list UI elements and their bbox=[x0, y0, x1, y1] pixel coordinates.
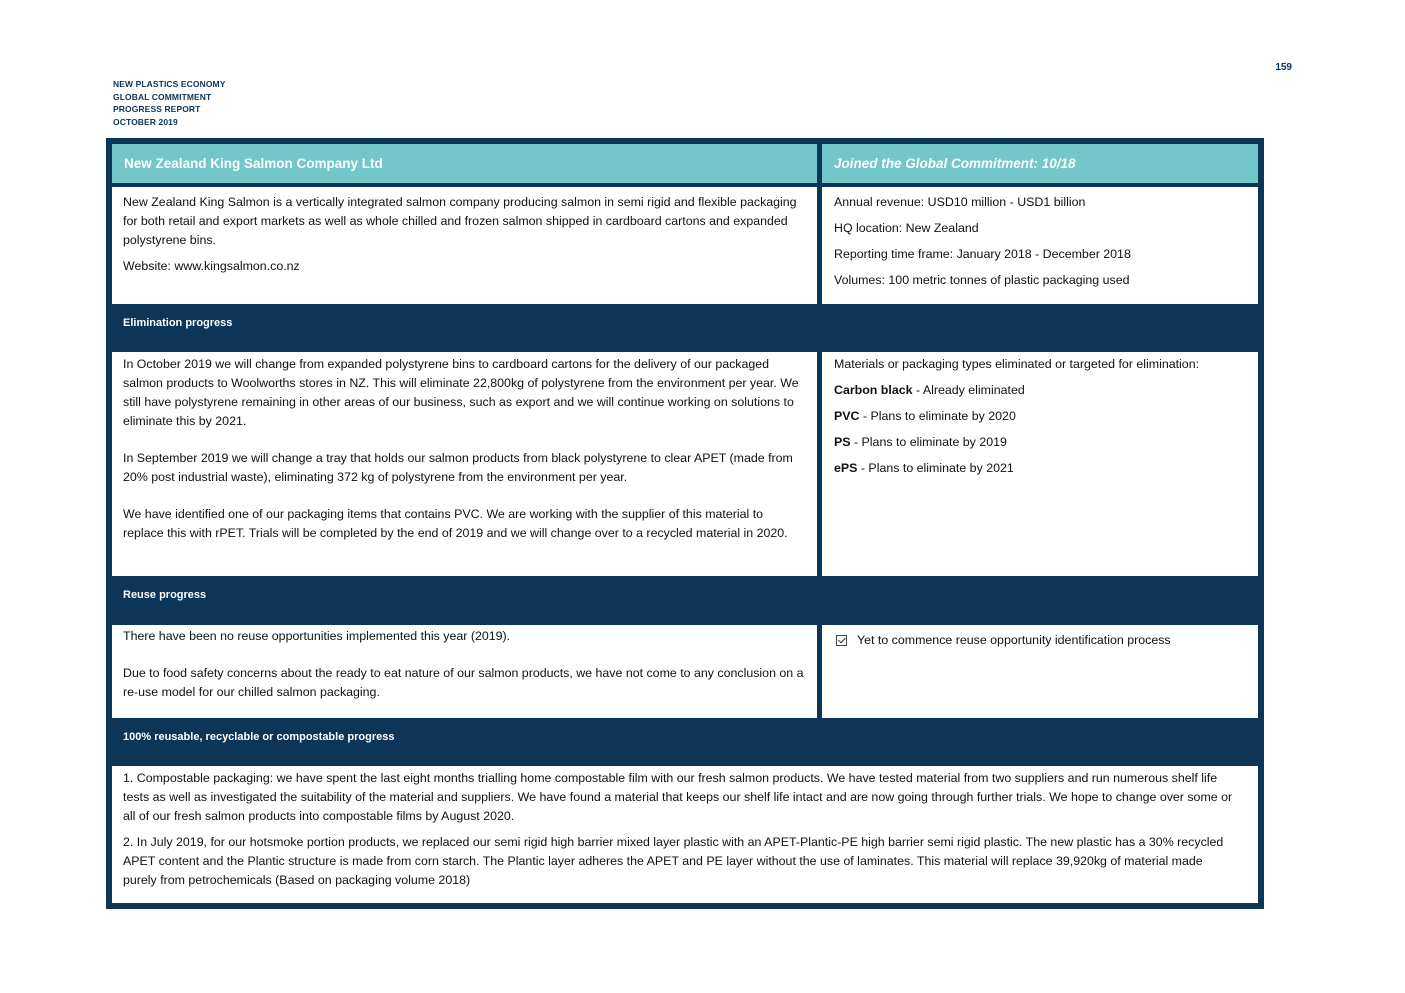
report-header-line: OCTOBER 2019 bbox=[113, 116, 178, 127]
reuse-status-text: Yet to commence reuse opportunity identification process bbox=[857, 633, 1171, 647]
elimination-materials-cell bbox=[822, 352, 1258, 576]
company-profile-table bbox=[106, 138, 1264, 909]
elimination-heading: Elimination progress bbox=[123, 317, 233, 329]
material-item bbox=[834, 381, 1248, 400]
reuse-status-cell bbox=[822, 625, 1258, 718]
hq-location: HQ location: New Zealand bbox=[834, 221, 979, 235]
recyclable-heading: 100% reusable, recyclable or compostable progress bbox=[123, 731, 395, 743]
material-status: - Plans to eliminate by 2019 bbox=[850, 435, 1007, 449]
reuse-paragraph: There have been no reuse opportunities implemented this year (2019). bbox=[123, 629, 511, 643]
reuse-paragraph: Due to food safety concerns about the ready to eat nature of our salmon products, we have not come to any conclusion on a re-use model for our chilled salmon packaging. bbox=[123, 666, 804, 699]
company-description-cell bbox=[112, 187, 817, 304]
reuse-status bbox=[836, 631, 1248, 650]
reporting-time-frame: Reporting time frame: January 2018 - December 2018 bbox=[834, 247, 1131, 261]
material-status: - Already eliminated bbox=[912, 383, 1025, 397]
company-facts-cell bbox=[822, 187, 1258, 304]
report-header-line: PROGRESS REPORT bbox=[113, 104, 201, 114]
page-number: 159 bbox=[1275, 62, 1292, 73]
material-item bbox=[834, 433, 1248, 452]
material-status: - Plans to eliminate by 2021 bbox=[857, 461, 1014, 475]
company-name: New Zealand King Salmon Company Ltd bbox=[112, 144, 817, 183]
elimination-paragraph: In September 2019 we will change a tray that holds our salmon products from black polystyrene to clear APET (made from 20% post industrial waste), eliminating 372 kg of polystyrene from the environment per year. bbox=[123, 451, 793, 484]
material-item bbox=[834, 407, 1248, 426]
material-name: PS bbox=[834, 435, 851, 449]
elimination-paragraph: We have identified one of our packaging items that contains PVC. We are working with the supplier of this material to replace this with rPET. Trials will be completed by the end of 2019 and we will change over to a recycled material in 2020. bbox=[123, 507, 788, 540]
report-header-line: GLOBAL COMMITMENT bbox=[113, 91, 212, 102]
materials-intro: Materials or packaging types eliminated or targeted for elimination: bbox=[834, 357, 1200, 371]
recyclable-text-cell bbox=[112, 766, 1258, 903]
reuse-heading: Reuse progress bbox=[123, 589, 207, 601]
material-status: - Plans to eliminate by 2020 bbox=[859, 409, 1016, 423]
material-name: PVC bbox=[834, 409, 860, 423]
recyclable-item: 2. In July 2019, for our hotsmoke portion products, we replaced our semi rigid high barrier mixed layer plastic with an APET-Plantic-PE high barrier semi rigid plastic. The new plastic has a 30% recycled APET content and the Plantic structure is made from corn starch. The Plantic layer adheres the APET and PE layer without the use of laminates. This material will replace 39,920kg of material made purely from petrochemicals (Based on packaging volume 2018) bbox=[123, 835, 1224, 887]
elimination-text-cell bbox=[112, 352, 817, 576]
reuse-text-cell bbox=[112, 625, 817, 718]
annual-revenue: Annual revenue: USD10 million - USD1 billion bbox=[834, 195, 1086, 209]
material-item bbox=[834, 459, 1248, 478]
checkbox-checked-icon bbox=[836, 635, 847, 646]
company-description: New Zealand King Salmon is a vertically integrated salmon company producing salmon in semi rigid and flexible packaging for both retail and export markets as well as whole chilled and frozen salmon shipped in cardboard cartons and expanded polystyrene bins. bbox=[123, 195, 797, 247]
joined-date: Joined the Global Commitment: 10/18 bbox=[822, 144, 1258, 183]
elimination-paragraph: In October 2019 we will change from expanded polystyrene bins to cardboard cartons for the delivery of our packaged salmon products to Woolworths stores in NZ. This will eliminate 22,800kg of polystyrene from the environment per year. We still have polystyrene remaining in other areas of our business, such as export and we will continue working on solutions to eliminate this by 2021. bbox=[123, 357, 799, 428]
recyclable-item: 1. Compostable packaging: we have spent the last eight months trialling home compostable film with our fresh salmon products. We have tested material from two suppliers and run numerous shelf life tests as well as investigated the suitability of the material and suppliers. We have found a material that keeps our shelf life intact and are now going through further trials. We hope to change over some or all of our fresh salmon products into compostable films by August 2020. bbox=[123, 771, 1233, 823]
material-name: Carbon black bbox=[834, 383, 913, 397]
company-website: Website: www.kingsalmon.co.nz bbox=[123, 259, 300, 273]
volumes: Volumes: 100 metric tonnes of plastic packaging used bbox=[834, 273, 1130, 287]
report-header bbox=[113, 78, 226, 128]
report-header-line: NEW PLASTICS ECONOMY bbox=[113, 79, 226, 89]
material-name: ePS bbox=[834, 461, 858, 475]
